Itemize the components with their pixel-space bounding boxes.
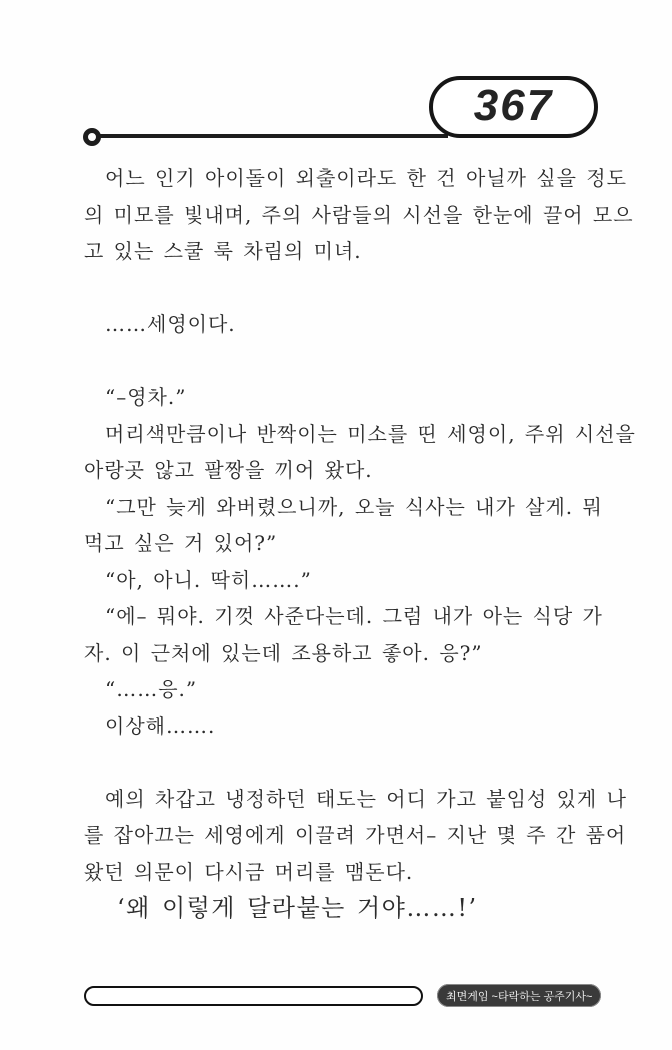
text-line xyxy=(84,744,604,781)
text-line: 어느 인기 아이돌이 외출이라도 한 건 아닐까 싶을 정도 xyxy=(105,166,627,190)
text-line: “에– 뭐야. 기껏 사준다는데. 그럼 내가 아는 식당 가 xyxy=(105,604,603,628)
text-line: 이상해……. xyxy=(105,713,216,738)
body-text xyxy=(84,160,636,927)
footer-blank-bar xyxy=(84,986,423,1006)
text-line: 먹고 싶은 거 있어?” xyxy=(84,531,278,555)
page-number: 367 xyxy=(473,81,554,130)
book-title-badge xyxy=(437,984,601,1007)
text-line: “그만 늦게 와버렸으니까, 오늘 식사는 내가 살게. 뭐 xyxy=(105,494,603,519)
text-line: 아랑곳 않고 팔짱을 끼어 왔다. xyxy=(84,458,373,482)
text-line xyxy=(84,270,604,307)
header-rule-line xyxy=(96,134,448,138)
text-line: “아, 아니. 딱히…….” xyxy=(105,567,312,592)
text-line xyxy=(84,343,604,380)
text-line: 머리색만큼이나 반짝이는 미소를 띤 세영이, 주위 시선을 xyxy=(105,421,636,446)
page-number-badge xyxy=(429,76,598,138)
text-line: 를 잡아끄는 세영에게 이끌려 가면서– 지난 몇 주 간 품어 xyxy=(84,823,627,847)
text-line: “–영차.” xyxy=(105,385,187,409)
text-line: ……세영이다. xyxy=(105,312,236,336)
text-line: 의 미모를 빛내며, 주의 사람들의 시선을 한눈에 끌어 모으 xyxy=(84,202,634,227)
text-line: ‘왜 이렇게 달라붙는 거야……!’ xyxy=(117,894,478,922)
book-title: 최면게임 ~타락하는 공주기사~ xyxy=(446,990,593,1003)
text-line: “……응.” xyxy=(105,677,198,701)
text-line: 고 있는 스쿨 룩 차림의 미녀. xyxy=(84,239,362,263)
text-line: 자. 이 근처에 있는데 조용하고 좋아. 응?” xyxy=(84,640,483,665)
text-line: 왔던 의문이 다시금 머리를 맴돈다. xyxy=(84,859,414,884)
text-line: 예의 차갑고 냉정하던 태도는 어디 가고 붙임성 있게 나 xyxy=(105,786,627,811)
